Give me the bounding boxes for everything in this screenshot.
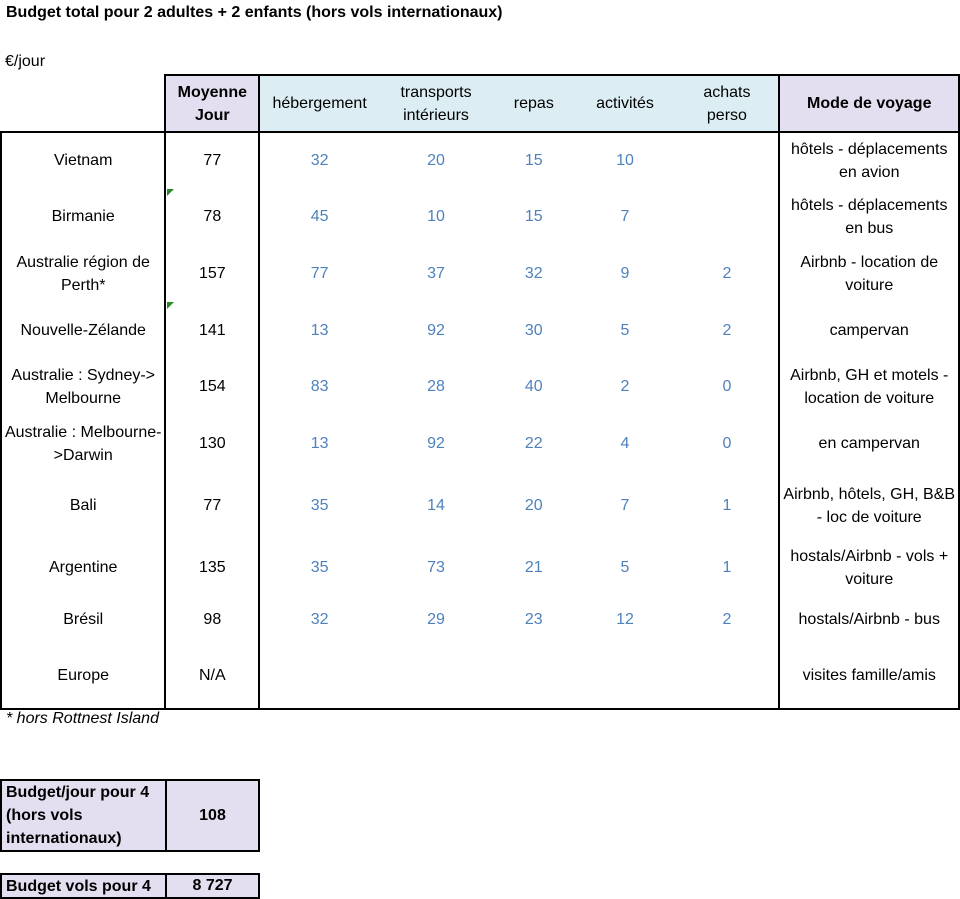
repas-cell: 30 [524,321,543,339]
transports-cell [379,642,493,709]
country-cell: Bali [1,472,165,539]
mode-cell: Airbnb, hôtels, GH, B&B - loc de voiture [779,472,959,539]
daily-budget-value: 108 [167,781,258,850]
mode-cell: campervan [779,302,959,358]
achats-cell [675,132,779,188]
flights-budget-box [0,873,260,899]
avg-cell: 154 [165,358,259,415]
repas-cell: 20 [524,497,543,514]
country-cell: Argentine [1,539,165,596]
country-cell: Birmanie [1,188,165,245]
footnote: * hors Rottnest Island [6,710,159,727]
avg-cell: N/A [165,642,259,709]
activites-cell: 4 [620,435,630,452]
flights-budget-value: 8 727 [167,875,258,897]
country-cell: Australie : Melbourne->Darwin [1,415,165,472]
hebergement-cell: 77 [310,265,329,282]
table-row [1,596,959,642]
repas-cell: 32 [524,265,543,282]
activites-cell: 10 [616,152,634,169]
activites-cell: 5 [620,321,630,339]
budget-table [0,74,960,710]
transports-cell: 92 [427,321,445,339]
avg-cell: 130 [165,415,259,472]
avg-cell: 141 [165,302,259,358]
table-row [1,642,959,709]
hebergement-cell [259,642,379,709]
activites-cell: 12 [616,610,634,628]
table-row [1,132,959,188]
transports-cell: 92 [427,435,445,452]
hebergement-cell: 32 [310,610,329,628]
achats-cell: 0 [722,378,732,395]
avg-cell: 77 [165,472,259,539]
header-row [1,75,959,132]
avg-cell: 157 [165,245,259,302]
header-hebergement: hébergement [259,75,379,132]
country-cell: Nouvelle-Zélande [1,302,165,358]
transports-cell: 10 [427,208,445,225]
header-activites: activités [575,75,676,132]
transports-cell: 14 [427,497,445,514]
activites-cell: 7 [620,497,630,514]
header-blank [1,75,165,132]
achats-cell [675,188,779,245]
header-mode: Mode de voyage [779,75,959,132]
hebergement-cell: 13 [310,321,329,339]
hebergement-cell: 13 [310,435,329,452]
repas-cell: 15 [524,152,543,169]
activites-cell: 2 [620,378,630,395]
header-repas: repas [493,75,575,132]
repas-cell: 40 [524,378,543,395]
hebergement-cell: 32 [310,152,329,169]
activites-cell: 9 [620,265,630,282]
mode-cell: visites famille/amis [779,642,959,709]
transports-cell: 37 [427,265,445,282]
mode-cell: hostals/Airbnb - bus [779,596,959,642]
achats-cell: 0 [722,435,732,452]
activites-cell [575,642,676,709]
avg-cell: 135 [165,539,259,596]
activites-cell: 7 [620,208,630,225]
transports-cell: 28 [427,378,445,395]
transports-cell: 20 [427,152,445,169]
avg-cell: 77 [165,132,259,188]
flights-budget-label: Budget vols pour 4 [2,875,167,897]
mode-cell: Airbnb, GH et motels - location de voiture [779,358,959,415]
header-transports: transports intérieurs [379,75,493,132]
header-achats: achats perso [675,75,779,132]
activites-cell: 5 [620,559,630,576]
mode-cell: hôtels - déplacements en bus [779,188,959,245]
achats-cell: 2 [722,610,732,628]
repas-cell: 15 [524,208,543,225]
comment-indicator-icon[interactable] [167,189,174,196]
repas-cell: 23 [524,610,543,628]
mode-cell: Airbnb - location de voiture [779,245,959,302]
sheet-title: Budget total pour 2 adultes + 2 enfants (hors vols internationaux) [6,4,503,21]
header-avg: Moyenne Jour [165,75,259,132]
transports-cell: 73 [427,559,445,576]
mode-cell: en campervan [779,415,959,472]
achats-cell: 2 [722,265,732,282]
achats-cell: 2 [722,321,732,339]
daily-budget-label: Budget/jour pour 4 (hors vols internationaux) [2,781,167,850]
transports-cell: 29 [427,610,445,628]
country-cell: Australie région de Perth* [1,245,165,302]
hebergement-cell: 83 [310,378,329,395]
table-row [1,539,959,596]
table-row [1,245,959,302]
hebergement-cell: 45 [310,208,329,225]
table-row [1,302,959,358]
repas-cell: 22 [524,435,543,452]
avg-cell: 98 [165,596,259,642]
country-cell: Vietnam [1,132,165,188]
table-row [1,188,959,245]
achats-cell: 1 [722,497,732,514]
country-cell: Brésil [1,596,165,642]
table-row [1,415,959,472]
achats-cell: 1 [722,559,732,576]
repas-cell: 21 [524,559,543,576]
repas-cell [493,642,575,709]
hebergement-cell: 35 [310,559,329,576]
achats-cell [675,642,779,709]
mode-cell: hostals/Airbnb - vols + voiture [779,539,959,596]
table-row [1,358,959,415]
avg-cell: 78 [165,188,259,245]
table-row [1,472,959,539]
unit-label: €/jour [5,53,46,70]
comment-indicator-icon[interactable] [167,302,174,309]
country-cell: Australie : Sydney-> Melbourne [1,358,165,415]
country-cell: Europe [1,642,165,709]
mode-cell: hôtels - déplacements en avion [779,132,959,188]
daily-budget-box [0,779,260,852]
hebergement-cell: 35 [310,497,329,514]
